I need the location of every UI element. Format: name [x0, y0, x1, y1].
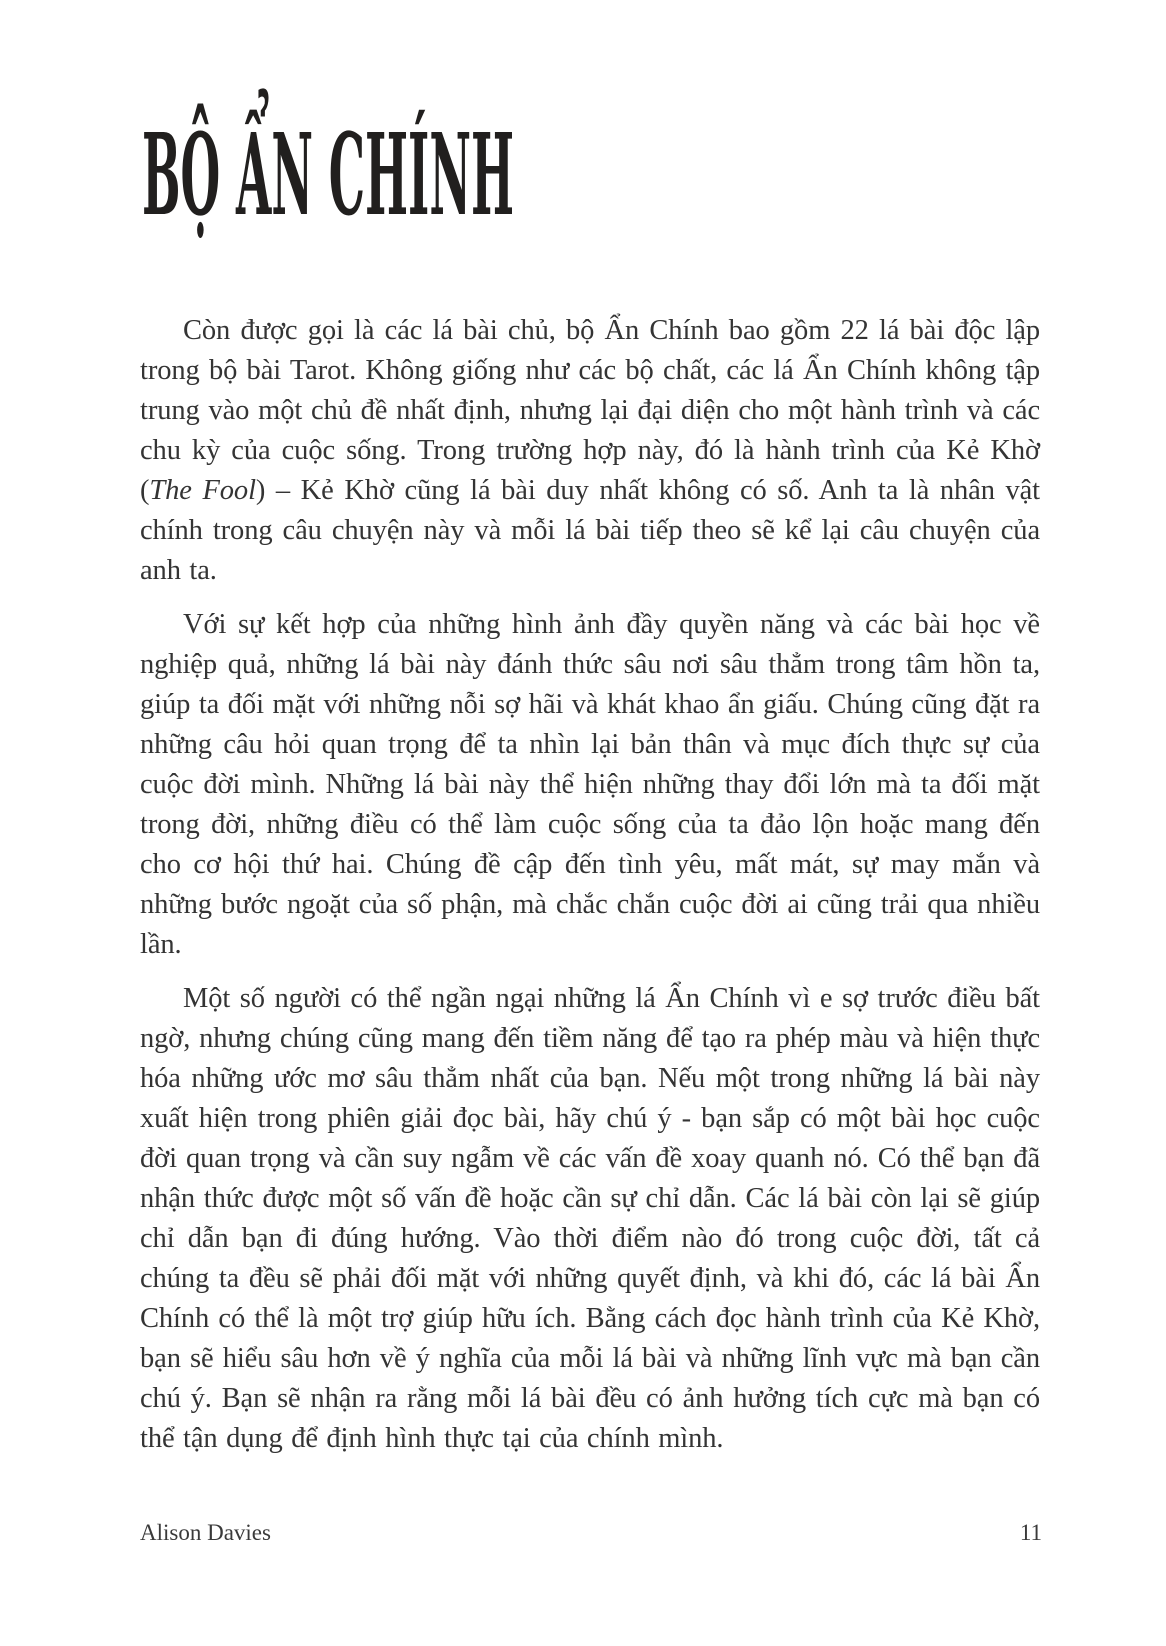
- chapter-heading: BỘ ẨN CHÍNH: [142, 110, 1058, 241]
- author-name: Alison Davies: [140, 1520, 271, 1545]
- footer: [140, 1520, 1042, 1546]
- chapter-heading-art: [138, 82, 1058, 257]
- paragraph-2: Với sự kết hợp của những hình ảnh đầy quyền năng và các bài học về nghiệp quả, những lá bài này đánh thức sâu nơi sâu thẳm trong tâm hồn ta, giúp ta đối mặt với những nỗi sợ hãi và khát khao ẩn giấu. Chúng cũng đặt ra những câu hỏi quan trọng để ta nhìn lại bản thân và mục đích thực sự của cuộc đời mình. Những lá bài này thể hiện những thay đổi lớn mà ta đối mặt trong đời, những điều có thể làm cuộc sống của ta đảo lộn hoặc mang đến cho cơ hội thứ hai. Chúng đề cập đến tình yêu, mất mát, sự may mắn và những bước ngoặt của số phận, mà chắc chắn cuộc đời ai cũng trải qua nhiều lần.: [140, 609, 1040, 960]
- body-text: [140, 311, 1040, 1459]
- paragraph-1-text-cont: ) – Kẻ Khờ cũng lá bài duy nhất không có số. Anh ta là nhân vật chính trong câu chuyện này và mỗi lá bài tiếp theo sẽ kể lại câu chuyện của anh ta.: [140, 475, 1040, 586]
- paragraph-3: Một số người có thể ngần ngại những lá Ẩn Chính vì e sợ trước điều bất ngờ, nhưng chúng cũng mang đến tiềm năng để tạo ra phép màu và hiện thực hóa những ước mơ sâu thẳm nhất của bạn. Nếu một trong những lá bài này xuất hiện trong phiên giải đọc bài, hãy chú ý - bạn sắp có một bài học cuộc đời quan trọng và cần suy ngẫm về các vấn đề xoay quanh nó. Có thể bạn đã nhận thức được một số vấn đề hoặc cần sự chỉ dẫn. Các lá bài còn lại sẽ giúp chỉ dẫn bạn đi đúng hướng. Vào thời điểm nào đó trong cuộc đời, tất cả chúng ta đều sẽ phải đối mặt với những quyết định, và khi đó, các lá bài Ẩn Chính có thể là một trợ giúp hữu ích. Bằng cách đọc hành trình của Kẻ Khờ, bạn sẽ hiểu sâu hơn về ý nghĩa của mỗi lá bài và những lĩnh vực mà bạn cần chú ý. Bạn sẽ nhận ra rằng mỗi lá bài đều có ảnh hưởng tích cực mà bạn có thể tận dụng để định hình thực tại của chính mình.: [140, 983, 1040, 1454]
- paragraph-1-text: Còn được gọi là các lá bài chủ, bộ Ẩn Chính bao gồm 22 lá bài độc lập trong bộ bài Tarot. Không giống như các bộ chất, các lá Ẩn Chính không tập trung vào một chủ đề nhất định, nhưng lại đại diện cho một hành trình và các chu kỳ của cuộc sống. Trong trường hợp này, đó là hành trình của Kẻ Khờ (: [140, 315, 1040, 506]
- page-number: 11: [1019, 1520, 1042, 1545]
- paragraph-1-italic-term: The Fool: [149, 475, 256, 506]
- paragraph-1: [140, 311, 1040, 591]
